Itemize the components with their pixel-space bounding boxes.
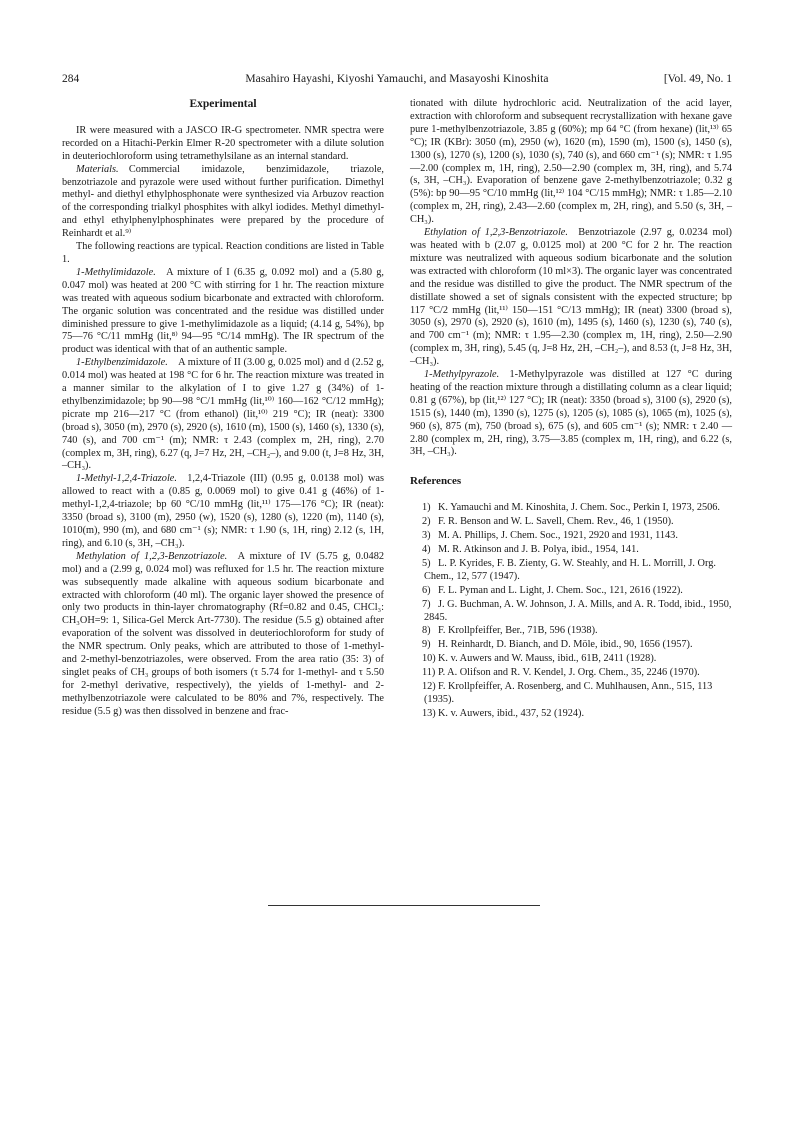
paragraph xyxy=(62,241,384,267)
reference-text: K. v. Auwers and W. Mauss, ibid., 61B, 2411 (1928). xyxy=(438,653,657,665)
reference-item xyxy=(410,558,732,584)
page-header xyxy=(62,73,732,89)
paragraph xyxy=(62,357,384,473)
reference-item xyxy=(410,625,732,638)
reference-number: 11) xyxy=(422,667,436,679)
subsection-heading: 1-Methylpyrazole. xyxy=(424,369,500,381)
reference-item xyxy=(410,653,732,666)
reference-text: F. R. Benson and W. L. Savell, Chem. Rev., 46, 1 (1950). xyxy=(438,516,674,528)
right-column xyxy=(410,98,732,722)
paragraph-text: IR were measured with a JASCO IR-G spectrometer. NMR spectra were recorded on a Hitachi-Perkin Elmer R-20 spectrometer with a dilute solution in deuteriochloroform using tetramethylsilane as an internal standard. xyxy=(62,124,384,162)
reference-item xyxy=(410,585,732,598)
reference-number: 4) xyxy=(422,544,431,555)
reference-number: 8) xyxy=(422,625,431,637)
footer-rule xyxy=(268,905,540,906)
subsection-heading: 1-Methyl-1,2,4-Triazole. xyxy=(76,473,177,485)
reference-number: 13) xyxy=(422,707,436,719)
reference-text: H. Reinhardt, D. Bianch, and D. Möle, ibid., 90, 1656 (1957). xyxy=(438,639,693,651)
paragraph xyxy=(62,125,384,164)
volume-label: [Vol. 49, No. 1 xyxy=(663,73,732,85)
paragraph xyxy=(410,227,732,369)
paragraph xyxy=(410,98,732,227)
reference-text: K. v. Auwers, ibid., 437, 52 (1924). xyxy=(438,707,585,719)
reference-text: F. Krollpfeiffer, Ber., 71B, 596 (1938). xyxy=(438,625,598,637)
reference-number: 3) xyxy=(422,530,431,542)
reference-number: 10) xyxy=(422,653,436,665)
paragraph-text: A mixture of IV (5.75 g, 0.0482 mol) and a (2.99 g, 0.024 mol) was refluxed for 1.5 hr. The reaction mixture was subsequently made alkaline with aqueous sodium bicarbonate and extracted with chloroform (40 ml). The organic layer showed the presence of only two products in thin-layer chromatography (Rf=0.82 and 0.45, CHCl₃: CH₃OH=9: 1, Silica-Gel Merck Art-7730). The residue (5.5 g) obtained after evaporation of the solvent was dissolved in deuteriochloroform for study of the NMR spectrum. Only peaks, which are attributed to those of 1-methyl- and 2-methyl-benzotriazoles, were observed. From the area ratio (35: 3) of singlet peaks of CH₃ groups of both isomers (τ 5.74 for 1-methyl- and τ 5.50 for 2-methyl derivative, respectively), the yields of 1-methyl- and 2-methylbenzotriazole were calculated to be 80% and 7%, respectively. The residue (5.5 g) was then dissolved in benzene and frac- xyxy=(62,550,384,717)
reference-item xyxy=(410,544,732,557)
reference-item xyxy=(410,639,732,652)
reference-number: 6) xyxy=(422,584,431,596)
section-title: Experimental xyxy=(189,98,257,110)
reference-number: 9) xyxy=(422,639,431,651)
reference-text: L. P. Kyrides, F. B. Zienty, G. W. Steahly, and H. L. Morrill, J. Org. Chem., 12, 577 (1947). xyxy=(424,557,716,582)
paragraph-text: A mixture of II (3.00 g, 0.025 mol) and d (2.52 g, 0.014 mol) was heated at 198 °C for 6 hr. The reaction mixture was treated in a manner similar to the alkylation of I to give 1.27 g (34%) of 1-ethylbenzimidazole; bp 90—98 °C/1 mmHg (lit,¹⁰⁾ 160—162 °C/12 mmHg); picrate mp 216—217 °C (from ethanol) (lit,¹⁰⁾ 219 °C); IR (neat): 3300 (broad s), 3050 (m), 2970 (s), 2920 (s), 1610 (m), 1500 (s), 1460 (s), 1330 (s), 740 (s), and 700 cm⁻¹ (m); NMR: τ 2.43 (complex m, 2H, ring), 2.70 (complex m, 3H, ring), 6.27 (q, J=7 Hz, 2H, –CH₂–), and 9.00 (t, J=8 Hz, 3H, –CH₃). xyxy=(62,357,384,472)
reference-number: 7) xyxy=(422,598,431,610)
subsection-heading: 1-Methylimidazole. xyxy=(76,266,156,278)
reference-text: K. Yamauchi and M. Kinoshita, J. Chem. Soc., Perkin I, 1973, 2506. xyxy=(438,502,721,514)
paragraph-text: A mixture of I (6.35 g, 0.092 mol) and a (5.80 g, 0.047 mol) was heated at 200 °C with stirring for 1 hr. The reaction mixture was treated with aqueous sodium bicarbonate and extracted with chloroform. The organic solution was concentrated and the residue was distilled under diminished pressure to give 1-methylimidazole as a liquid; (4.14 g, 54%), bp 75—76 °C/11 mmHg (lit,⁸⁾ 94—95 °C/14 mmHg). The IR spectrum of the product was identical with that of an authentic sample. xyxy=(62,266,384,356)
subsection-heading: Ethylation of 1,2,3-Benzotriazole. xyxy=(424,227,568,239)
subsection-heading: 1-Ethylbenzimidazole. xyxy=(76,357,168,369)
reference-item xyxy=(410,599,732,625)
reference-text: F. Krollpfeiffer, A. Rosenberg, and C. Muhlhausen, Ann., 515, 113 (1935). xyxy=(424,681,713,705)
reference-item xyxy=(410,681,732,707)
paragraph xyxy=(62,267,384,357)
references-title: References xyxy=(410,475,462,488)
reference-text: M. R. Atkinson and J. B. Polya, ibid., 1954, 141. xyxy=(438,544,639,555)
paragraph-text: 1,2,4-Triazole (III) (0.95 g, 0.0138 mol) was allowed to react with a (0.85 g, 0.0069 mol) to give 0.41 g (46%) of 1-methyl-1,2,4-triazole; bp 60 °C/10 mmHg (lit,¹¹⁾ 175—176 °C); IR (neat): 3350 (broad s), 3100 (m), 2950 (w), 1520 (s), 1280 (s), 1220 (m), 1140 (s), 1010(m), 990 (m), and 680 cm⁻¹ (s); NMR: τ 1.90 (s, 1H, ring) 2.12 (s, 1H, ring), and 6.10 (s, 3H, –CH₃). xyxy=(62,473,384,549)
reference-text: F. L. Pyman and L. Light, J. Chem. Soc., 121, 2616 (1922). xyxy=(438,584,683,596)
reference-text: J. G. Buchman, A. W. Johnson, J. A. Mills, and A. R. Todd, ibid., 1950, 2845. xyxy=(424,598,732,623)
paragraph xyxy=(62,473,384,550)
reference-number: 2) xyxy=(422,516,431,528)
reference-item xyxy=(410,502,732,515)
paragraph xyxy=(62,551,384,719)
subsection-heading: Materials. xyxy=(76,163,119,175)
reference-number: 12) xyxy=(422,681,436,693)
reference-item xyxy=(410,667,732,680)
reference-item xyxy=(410,708,732,721)
paragraph-text: Benzotriazole (2.97 g, 0.0234 mol) was heated with b (2.07 g, 0.0125 mol) at 200 °C for 2 hr. The reaction mixture was neutralized with aqueous sodium bicarbonate and the solution was extracted with chloroform (10 ml×3). The organic layer was concentrated and the residue was distilled to give the product. The NMR spectrum of the distillate showed a set of signals consistent with the expected structure; bp 117 °C/2 mmHg (lit,¹¹⁾ 150—151 °C/13 mmHg); IR (neat) 3300 (broad s), 3050 (s), 2970 (s), 2920 (s), 1610 (m), 1495 (s), 1460 (s), 1230 (s), 740 (s), and 700 cm⁻¹ (m); NMR: τ 1.95—2.30 (complex m, 1H, ring), 2.50—2.90 (complex m, 3H, ring), 5.45 (q, J=8 Hz, 2H, –CH₂–), and 8.53 (t, J=8 Hz, 3H, –CH₃). xyxy=(410,227,732,368)
reference-item xyxy=(410,516,732,529)
paragraph xyxy=(62,164,384,241)
paragraph-text: 1-Methylpyrazole was distilled at 127 °C during heating of the reaction mixture through a distillating column as a clear liquid; 0.81 g (67%), bp (lit,¹²⁾ 127 °C); IR (neat): 3350 (broad s), 3100 (s), 2920 (s), 1515 (s), 1440 (m), 1390 (s), 1275 (s), 1205 (s), 1085 (s), 1065 (m), 1025 (s), 960 (s), 875 (m), 750 (broad s), 675 (s), and 605 cm⁻¹ (s); NMR: τ 2.40 —2.80 (complex m, 2H, ring), 3.75—3.85 (complex m, 1H, ring), and 6.22 (s, 3H, –CH₃). xyxy=(410,369,732,458)
reference-item xyxy=(410,530,732,543)
running-head-authors: Masahiro Hayashi, Kiyoshi Yamauchi, and Masayoshi Kinoshita xyxy=(245,73,549,85)
paragraph-text: tionated with dilute hydrochloric acid. Neutralization of the acid layer, extraction with chloroform and subsequent recrystallization with hexane gave pure 1-methylbenzotriazole, 3.85 g (60%); mp 64 °C (from hexane) (lit,¹³⁾ 65 °C); IR (KBr): 3050 (m), 2950 (w), 1620 (m), 1590 (m), 1500 (s), 1450 (s), 1300 (s), 1270 (s), 1200 (s), 1030 (s), 740 (s), and 660 cm⁻¹ (s); NMR: τ 1.95—2.00 (complex m, 1H, ring), 2.50—2.90 (complex m, 3H, ring), and 5.74 (s, 3H, –CH₃). Evaporation of benzene gave 2-methylbenzotriazole; 0.32 g (5%): bp 90—95 °C/10 mmHg (lit,¹²⁾ 104 °C/15 mmHg); NMR: τ 1.85—2.10 (complex m, 2H, ring), 2.43—2.60 (complex m, 2H, ring), and 5.50 (s, 3H, –CH₃). xyxy=(410,98,732,226)
references-list xyxy=(410,502,732,721)
left-paragraphs xyxy=(62,125,384,719)
left-column xyxy=(62,98,384,719)
paragraph xyxy=(410,369,732,459)
subsection-heading: Methylation of 1,2,3-Benzotriazole. xyxy=(76,550,228,562)
paragraph-text: Commercial imidazole, benzimidazole, triazole, benzotriazole and pyrazole were used without further purification. Dimethyl methyl- and diethyl ethylphosphonate were synthesized via Arbuzov reaction of the corresponding trialkyl phosphites with alkyl iodides. Methyl dimethyl- and ethyl ethylphenylphosphinates were prepared by the procedure of Reinhardt et al.⁹⁾ xyxy=(62,163,384,240)
reference-text: M. A. Phillips, J. Chem. Soc., 1921, 2920 and 1931, 1143. xyxy=(438,530,678,542)
reference-text: P. A. Olifson and R. V. Kendel, J. Org. Chem., 35, 2246 (1970). xyxy=(438,667,700,679)
right-paragraphs xyxy=(410,98,732,459)
reference-number: 1) xyxy=(422,502,431,514)
page-number: 284 xyxy=(62,73,80,85)
paragraph-text: The following reactions are typical. Reaction conditions are listed in Table 1. xyxy=(62,241,384,265)
reference-number: 5) xyxy=(422,557,431,569)
